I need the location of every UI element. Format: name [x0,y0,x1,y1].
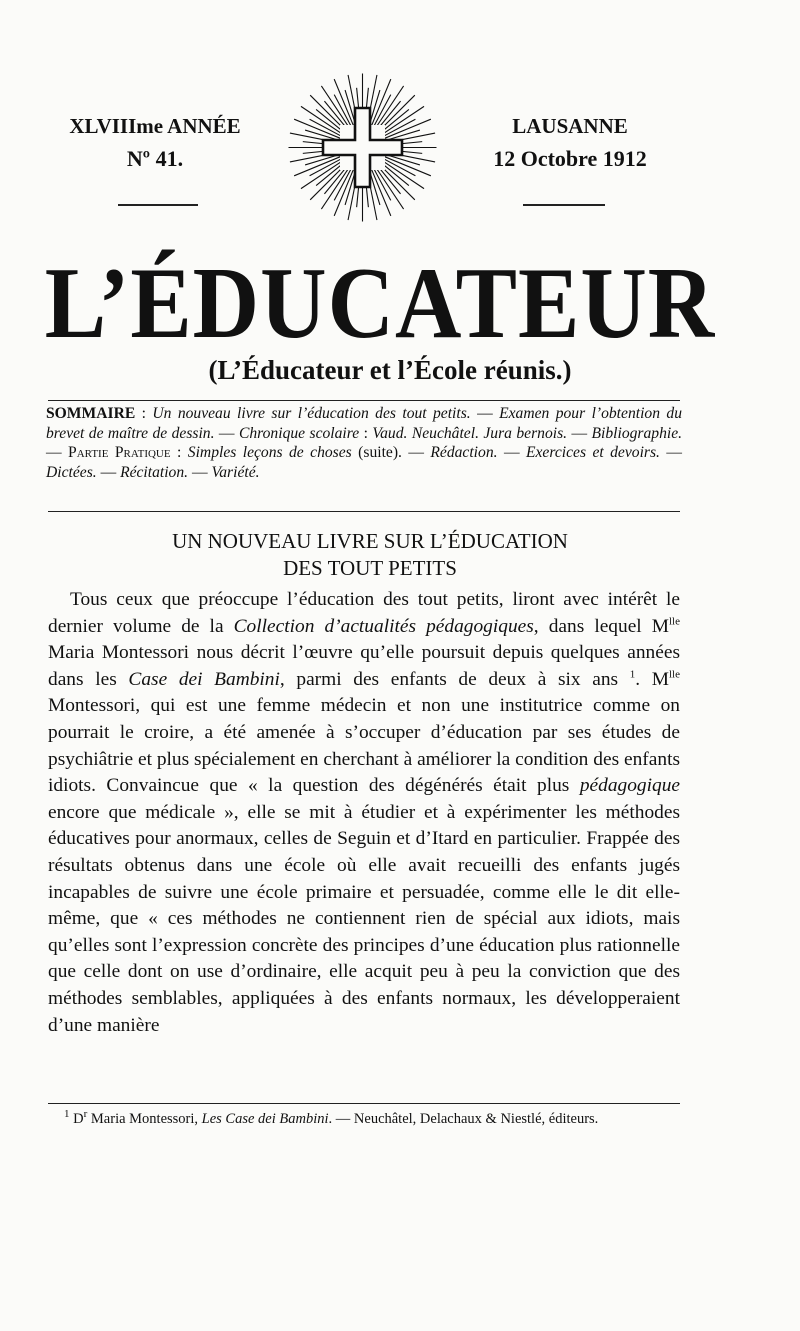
sunburst-ray [321,167,349,209]
footnote: $^1$ $D^r$ Maria Montessori, Les Case dei Bambini. — Neuchâtel, Delachaux & Niestlé, éditeurs. [64,1108,599,1127]
toc-item: Un nouveau livre sur l’éducation des tout petits. [152,405,471,422]
header-right [470,112,670,174]
toc-item: Chronique scolaire [238,424,360,442]
table-of-contents: SOMMAIRE : Un nouveau livre sur l’éducation des tout petits. — Examen pour l’obtention du brevet de maître de dessin. — Chronique scolaire : Vaud. Neuchâtel. Jura bernois. — Bibliographie. — Partie Pratique : Simples leçons de choses (suite). — Rédaction. — Exercices et devoirs. — Dictées. — Récitation. — Variété. [46,405,683,481]
article-title-line: UN NOUVEAU LIVRE SUR L’ÉDUCATION [172,529,568,553]
toc-item: Vaud. Neuchâtel. Jura bernois. [372,424,568,442]
toc-item: Exercices et devoirs. [525,444,660,461]
book-title: Les Case dei Bambini [201,1111,329,1127]
toc-item: Examen pour l’obtention du brevet de maître de dessin. [46,405,682,442]
toc-item: Bibliographie. [591,424,683,442]
article-body: Tous ceux que préoccupe l’éducation des tout petits, liront avec intérêt le dernier volume de la Collection d’actualités pédagogiques, dans lequel $M^{lle}$ Maria Montessori nous décrit l’œuvre qu’elle poursuit depuis quelques années dans les Case dei Bambini, parmi des enfants de deux à six ans $^1$. $M^{lle}$ Montessori, qui est une femme médecin et non une institutrice comme on pourrait le croire, a été amenée à s’occuper d’éducation par ses études de psychiâtrie et plus spécialement en cherchant à améliorer la condition des enfants idiots. Convaincue que « la question des dégénérés était plus pédagogique encore que médicale », elle se mit à étudier et à expérimenter les méthodes éducatives pour anormaux, celles de Seguin et d’Itard en particulier. Frappée des résultats obtenus dans une école où elle avait recueilli des enfants jugés incapables de suivre une école primaire et persuadée, comme elle le dit elle-même, que « ces méthodes ne contiennent rien de spécial aux idiots, mais qu’elles sont l’expression concrète des principes d’une éducation plus rationnelle que celle dont on use d’ordinaire, elle acquit peu à peu la conviction que des méthodes semblables, appliquées à des enfants normaux, les développeraient d’une manière [48,589,680,1036]
book-reference: Case dei Bambini [128,668,280,690]
header-left [60,112,250,174]
masthead-subtitle: (L’Éducateur et l’École réunis.) [208,355,572,385]
article-title-line: DES TOUT PETITS [283,556,457,580]
sunburst-ray [376,167,404,209]
sunburst-ray [376,86,404,128]
footnote-reference: 1 [629,668,636,681]
issue-number: Nº 41. [126,146,184,171]
sommaire-bottom-rule [48,511,680,512]
issue-date: 12 Octobre 1912 [493,146,647,171]
toc-item: Dictées. [46,463,97,481]
sunburst-ray [382,106,424,134]
masthead-title: L’ÉDUCATEUR [44,246,716,360]
emphasis: pédagogique [579,775,680,797]
toc-item: Récitation. [120,463,189,481]
sunburst-ray [321,86,349,128]
header-left-rule [118,204,198,206]
sommaire-label: SOMMAIRE [46,405,136,422]
footnote-rule [48,1103,680,1104]
sunburst-ray [382,161,424,189]
volume-year: XLVIIIme ANNÉE [69,114,241,138]
swiss-cross-sunburst-icon [285,70,440,225]
header-right-rule [523,204,605,206]
collection-title: Collection d’actualités pédagogiques [233,615,534,637]
toc-item: Rédaction. [430,444,498,461]
toc-section: Partie Pratique [68,444,171,461]
sommaire-top-rule [48,400,680,401]
sunburst-ray [301,161,343,189]
article-title [60,528,680,582]
sunburst-ray [301,106,343,134]
toc-item: Simples leçons de choses [187,444,352,461]
toc-item: Variété. [211,463,260,481]
publication-city: LAUSANNE [512,114,628,138]
footnote-number: 1 [64,1108,70,1121]
